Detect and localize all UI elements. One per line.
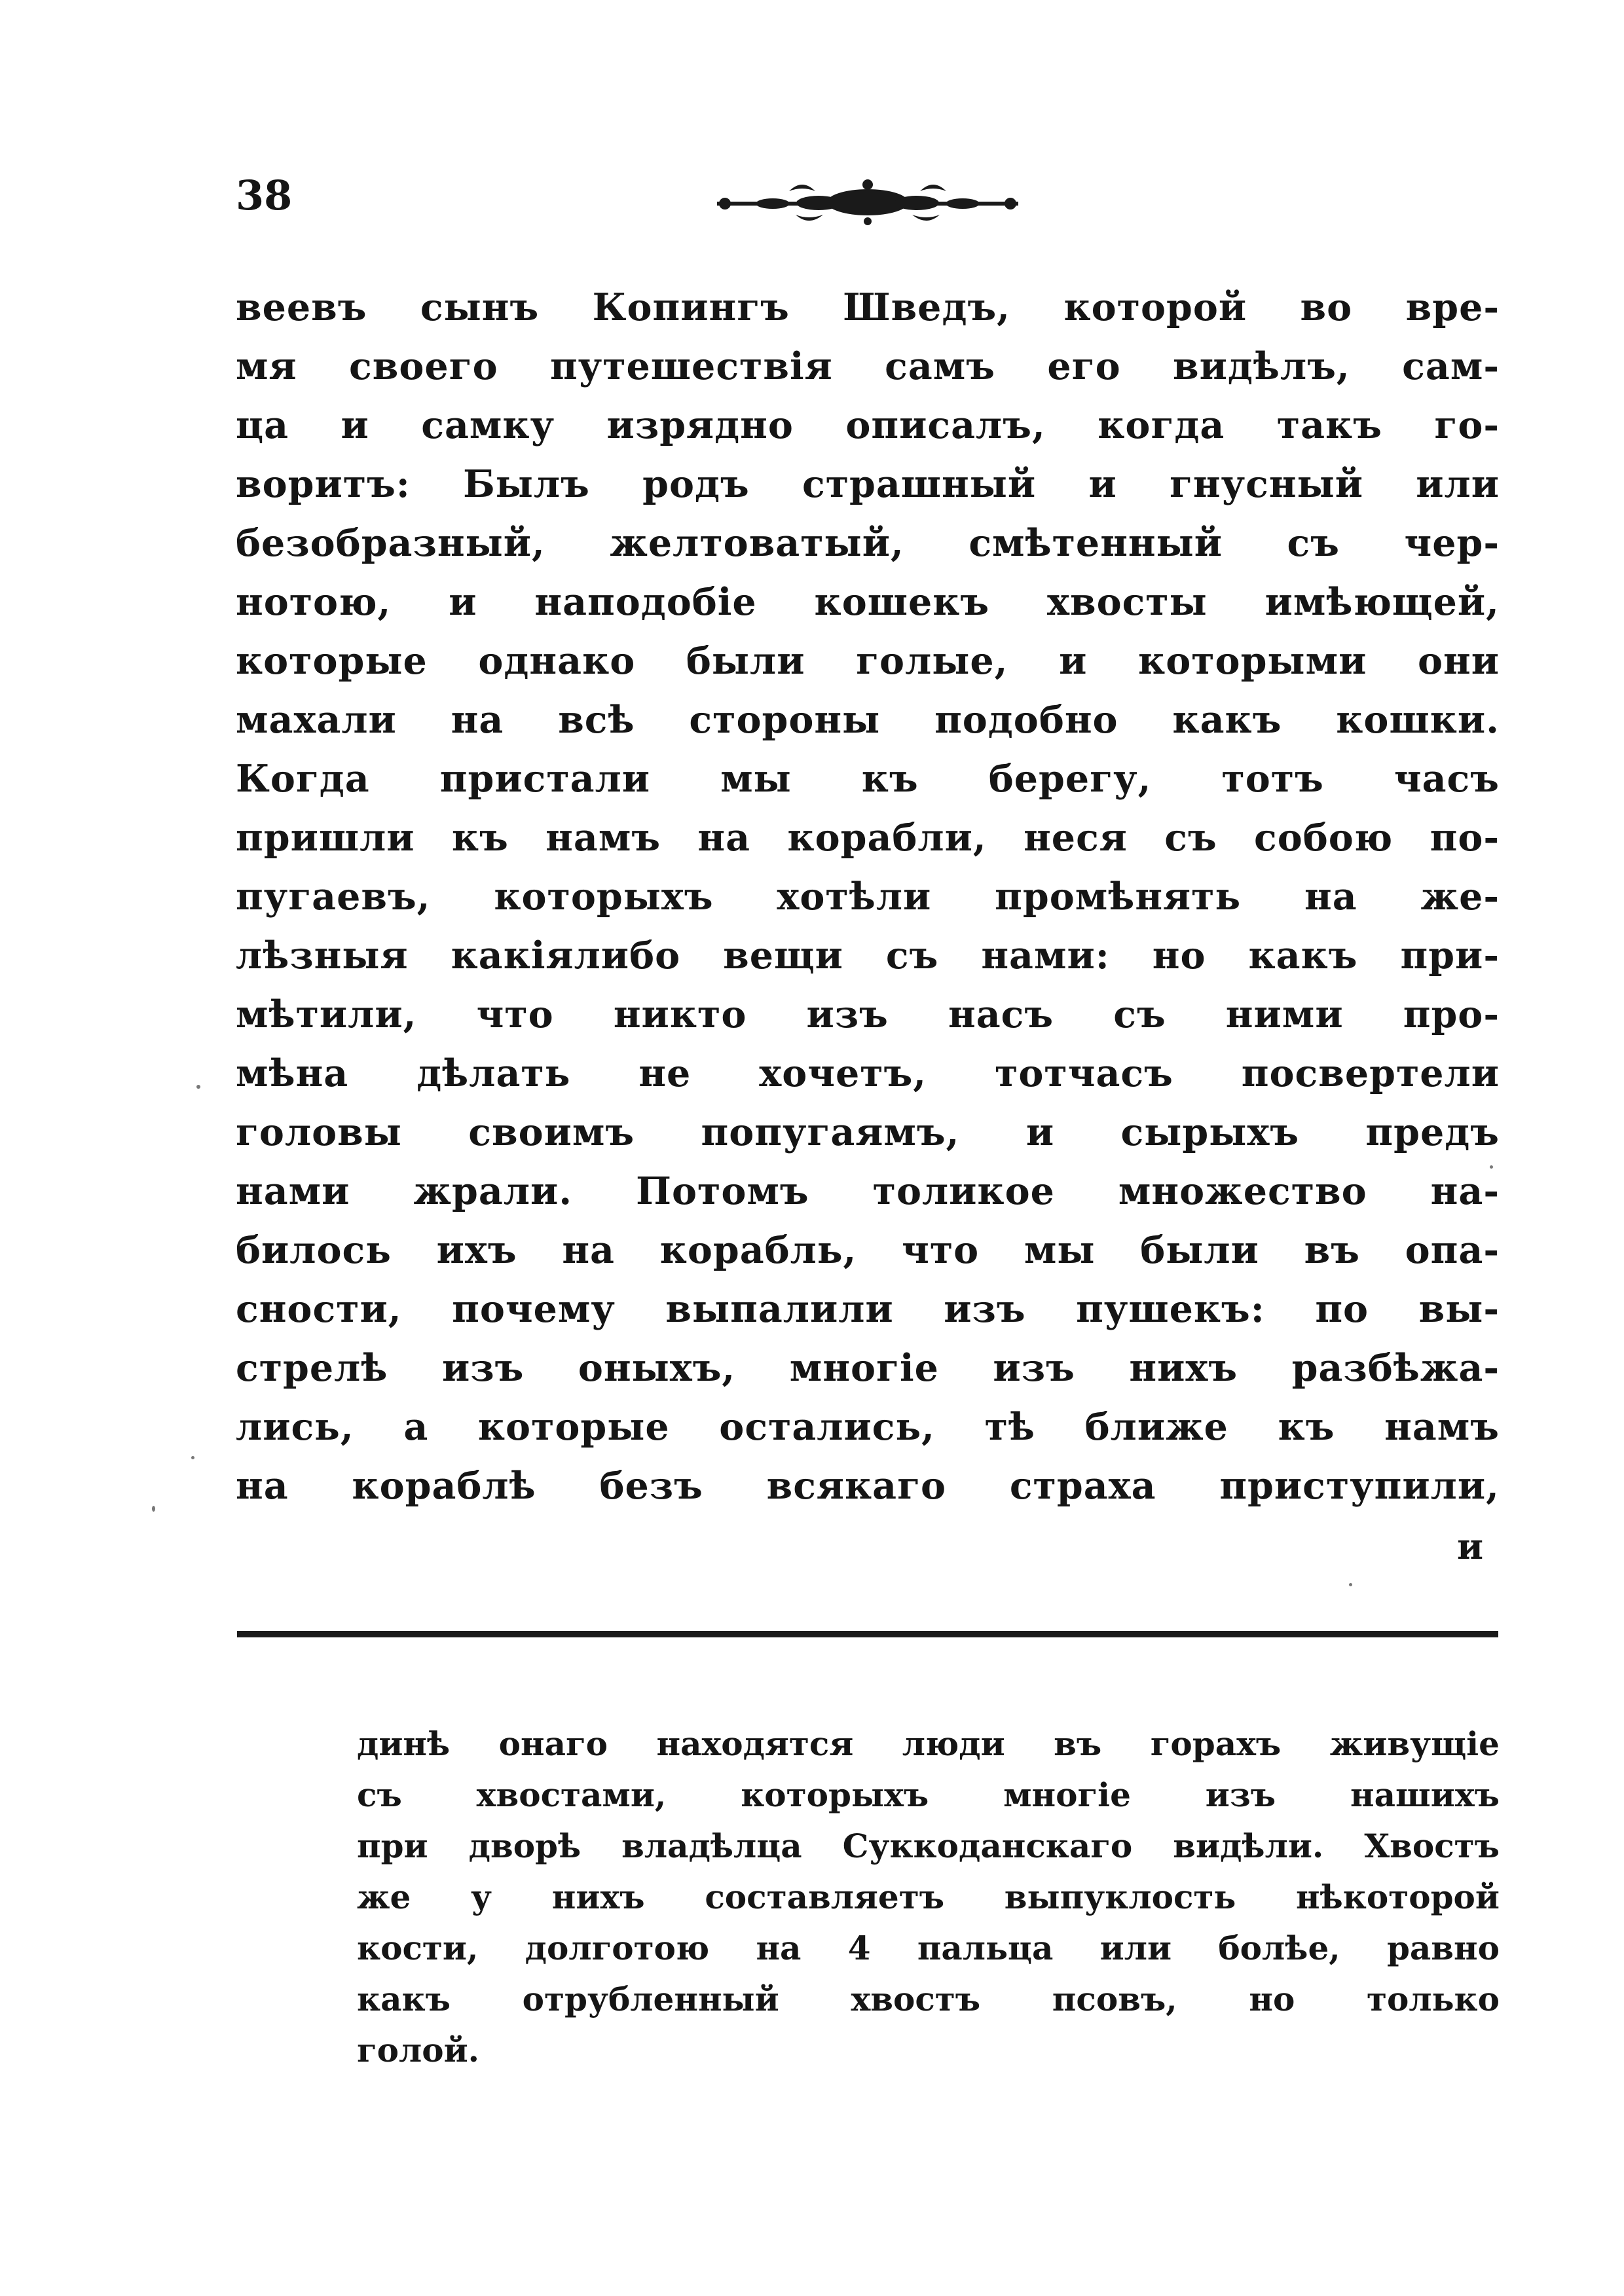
decorative-headpiece-icon [710, 172, 1025, 234]
text-line: стрелѣ изъ оныхъ, многіе изъ нихъ разбѣжа- [236, 1346, 1500, 1390]
catchword: и [1457, 1525, 1484, 1567]
footnote-line: съ хвостами, которыхъ многіе изъ нашихъ [357, 1776, 1500, 1814]
print-speck [152, 1506, 155, 1512]
text-line: головы своимъ попугаямъ, и сырыхъ предъ [236, 1110, 1500, 1154]
footnote-line: при дворѣ владѣлца Суккоданскаго видѣли. Хвостъ [357, 1827, 1500, 1865]
text-line: нотою, и наподобіе кошекъ хвосты имѣющей, [236, 580, 1500, 624]
text-line: ца и самку изрядно описалъ, когда такъ го- [236, 403, 1500, 447]
footnote-line: кости, долготою на 4 пальца или болѣе, равно [357, 1929, 1500, 1967]
print-speck [196, 1085, 200, 1089]
print-speck [1349, 1583, 1352, 1586]
text-line: пришли къ намъ на корабли, неся съ собою по- [236, 816, 1500, 860]
print-speck [191, 1456, 194, 1459]
text-line: мѣтили, что никто изъ насъ съ ними про- [236, 993, 1500, 1036]
text-line: мѣна дѣлать не хочетъ, тотчасъ посвертели [236, 1051, 1500, 1095]
text-line: которые однако были голые, и которыми они [236, 639, 1500, 683]
text-line: воритъ: Былъ родъ страшный и гнусный или [236, 462, 1500, 506]
text-line: веевъ сынъ Копингъ Шведъ, которой во вре- [236, 285, 1500, 329]
footnote-divider [237, 1631, 1498, 1637]
footnote-line: голой. [357, 2031, 480, 2069]
text-line: сности, почему выпалили изъ пушекъ: по вы- [236, 1287, 1500, 1331]
text-line: лѣзныя какіялибо вещи съ нами: но какъ при- [236, 934, 1500, 977]
text-line: билось ихъ на корабль, что мы были въ опа- [236, 1228, 1500, 1272]
text-line: на кораблѣ безъ всякаго страха приступили, [236, 1464, 1500, 1508]
footnote-line: динѣ онаго находятся люди въ горахъ живущіе [357, 1724, 1500, 1763]
footnote-line: же у нихъ составляетъ выпуклость нѣкоторой [357, 1878, 1500, 1916]
text-line: мя своего путешествія самъ его видѣлъ, сам- [236, 344, 1500, 388]
text-line: пугаевъ, которыхъ хотѣли промѣнять на же- [236, 875, 1500, 919]
text-line: безобразный, желтоватый, смѣтенный съ чер- [236, 521, 1500, 565]
main-text-block [236, 278, 1500, 1516]
footnote-line: какъ отрубленный хвостъ псовъ, но только [357, 1980, 1500, 2018]
text-line: махали на всѣ стороны подобно какъ кошки. [236, 698, 1500, 742]
text-line: лись, а которые остались, тѣ ближе къ намъ [236, 1405, 1500, 1449]
footnote-block [357, 1719, 1500, 2076]
print-speck [1490, 1165, 1493, 1169]
text-line: Когда пристали мы къ берегу, тотъ часъ [236, 757, 1500, 801]
page-number: 38 [236, 172, 293, 219]
text-line: нами жрали. Потомъ толикое множество на- [236, 1169, 1500, 1213]
